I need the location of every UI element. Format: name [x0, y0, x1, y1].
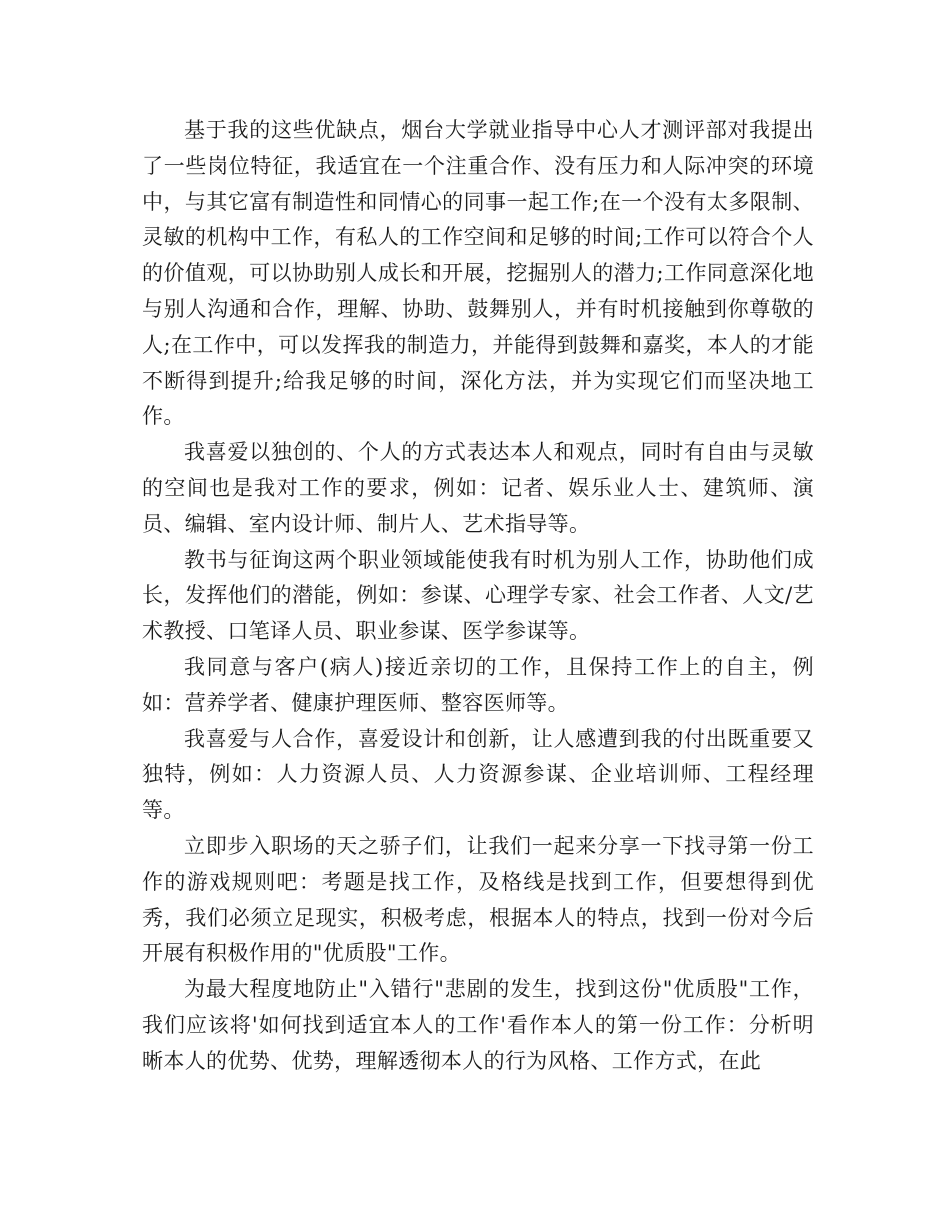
paragraph-4: 我同意与客户(病人)接近亲切的工作，且保持工作上的自主，例如：营养学者、健康护理医师、整容医师等。: [142, 654, 814, 715]
paragraph-5: 我喜爱与人合作，喜爱设计和创新，让人感遭到我的付出既重要又独特，例如：人力资源人员、人力资源参谋、企业培训师、工程经理等。: [142, 726, 814, 823]
paragraph-7: 为最大程度地防止"入错行"悲剧的发生，找到这份"优质股"工作，我们应该将'如何找到适宜本人的工作'看作本人的第一份工作：分析明晰本人的优势、优势，理解透彻本人的行为风格、工作方式，在此: [142, 977, 814, 1073]
paragraph-6: 立即步入职场的天之骄子们，让我们一起来分享一下找寻第一份工作的游戏规则吧：考题是找工作，及格线是找到工作，但要想得到优秀，我们必须立足现实，积极考虑，根据本人的特点，找到一份对今后开展有积极作用的"优质股"工作。: [142, 833, 814, 966]
paragraph-2: 我喜爱以独创的、个人的方式表达本人和观点，同时有自由与灵敏的空间也是我对工作的要求，例如：记者、娱乐业人士、建筑师、演员、编辑、室内设计师、制片人、艺术指导等。: [142, 440, 814, 536]
document-body: [142, 113, 814, 1080]
paragraph-3: 教书与征询这两个职业领域能使我有时机为别人工作，协助他们成长，发挥他们的潜能，例如：参谋、心理学专家、社会工作者、人文/艺术教授、口笔译人员、职业参谋、医学参谋等。: [142, 547, 814, 644]
paragraph-1: 基于我的这些优缺点，烟台大学就业指导中心人才测评部对我提出了一些岗位特征，我适宜在一个注重合作、没有压力和人际冲突的环境中，与其它富有制造性和同情心的同事一起工作;在一个没有太多限制、灵敏的机构中工作，有私人的工作空间和足够的时间;工作可以符合个人的价值观，可以协助别人成长和开展，挖掘别人的潜力;工作同意深化地与别人沟通和合作，理解、协助、鼓舞别人，并有时机接触到你尊敬的人;在工作中，可以发挥我的制造力，并能得到鼓舞和嘉奖，本人的才能不断得到提升;给我足够的时间，深化方法，并为实现它们而坚决地工作。: [142, 118, 814, 429]
